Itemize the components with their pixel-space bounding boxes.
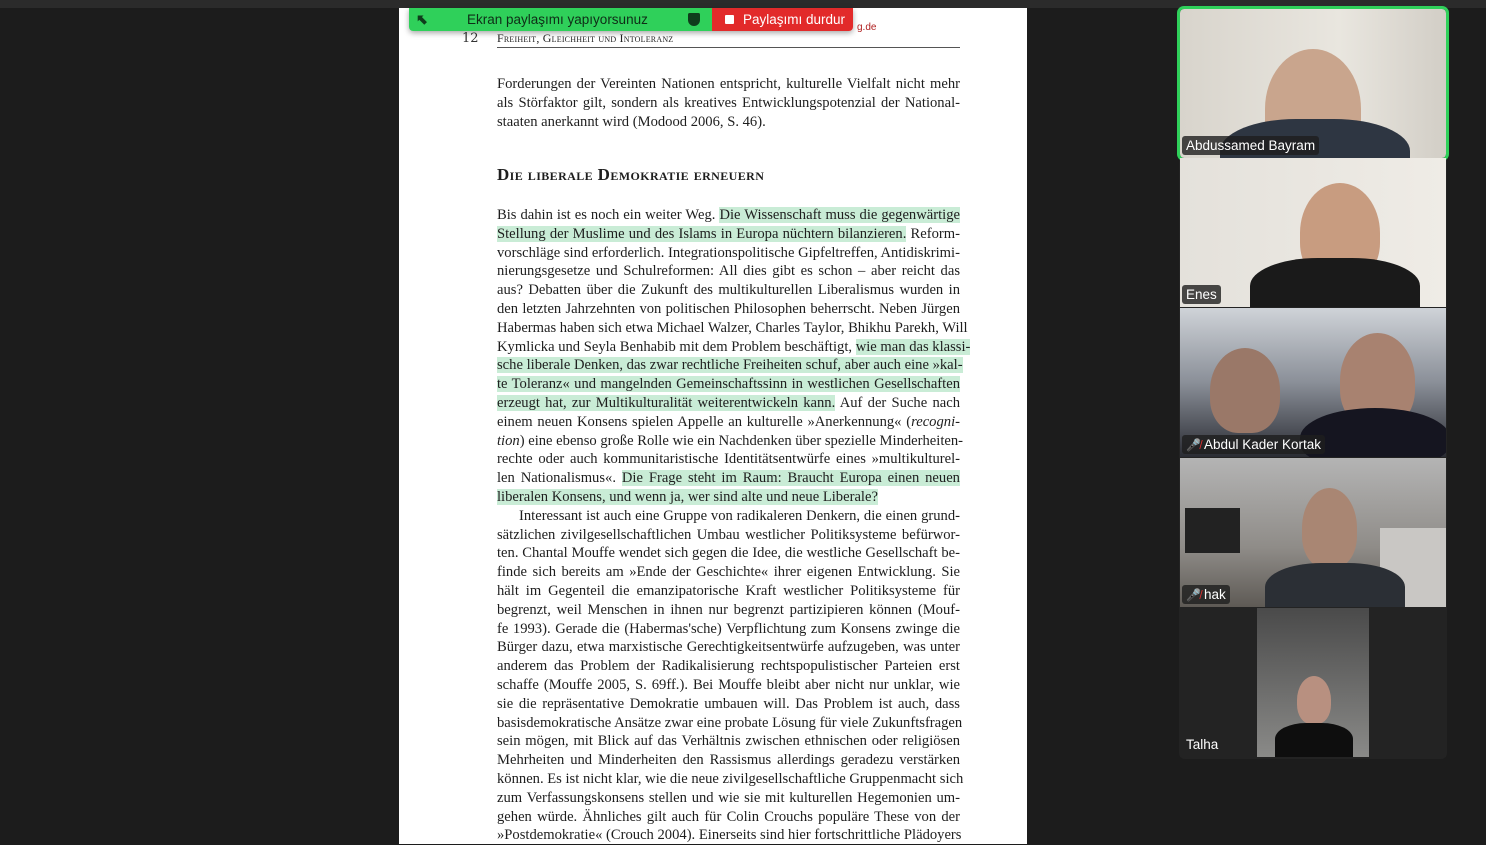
- highlighted-text: Die Wissenschaft muss die gegenwärtige: [719, 207, 960, 223]
- text-line: [497, 544, 960, 563]
- text-segment: schaffe (Mouffe 2005, S. 69ff.). Bei Mouffe bleibt aber nicht nur unklar, wie: [497, 676, 960, 693]
- shield-icon: [688, 13, 700, 26]
- text-line: [497, 826, 960, 845]
- text-line: [497, 469, 960, 488]
- text-segment: Auf der Suche nach: [835, 394, 960, 411]
- highlighted-text: liberalen Konsens, und wenn ja, wer sind alte und neue Liberale?: [497, 488, 878, 505]
- participant-tile[interactable]: [1180, 458, 1446, 607]
- participant-name-tag: [1182, 585, 1230, 604]
- text-segment: finde sich bereits am »Ende der Geschichte« ihrer eigenen Entwicklung. Sie: [497, 564, 960, 581]
- text-segment: den letzten Jahrzehnten von politischen Philosophen beherrscht. Neben Jürgen: [497, 300, 960, 317]
- text-segment: fe 1993). Gerade die (Habermas'sche) Verpflichtung zum Konsens zwinge die: [497, 620, 960, 637]
- highlighted-text: sche liberale Denken, das zwar rechtliche Freiheiten schuf, aber auch eine »kal-: [497, 357, 963, 374]
- running-head: Freiheit, Gleichheit und Intoleranz: [497, 31, 674, 45]
- text-line: [497, 450, 960, 469]
- participant-name-tag: [1182, 136, 1319, 155]
- section-heading: Die liberale Demokratie erneuern: [497, 165, 765, 184]
- text-segment: ten. Chantal Mouffe wendet sich gegen die Idee, die westliche Gesellschaft be-: [497, 545, 960, 562]
- text-line: [497, 394, 960, 413]
- text-line: [497, 732, 960, 751]
- text-segment: Interessant ist auch eine Gruppe von radikaleren Denkern, die einen grund-: [519, 507, 960, 524]
- highlighted-text: wie man das klassi-: [855, 338, 971, 355]
- text-segment: sein mögen, mit Blick auf das Verhältnis zwischen ethnischen oder religiösen: [497, 733, 960, 750]
- text-segment: basisdemokratische Ansätze zwar eine probate Lösung für viele Zukunftsfragen: [497, 714, 963, 731]
- text-line: [497, 488, 960, 507]
- text-line: [497, 507, 960, 526]
- participant-tile[interactable]: [1180, 608, 1446, 757]
- text-line: [497, 244, 960, 263]
- screen-share-bar: [409, 8, 853, 31]
- text-segment: begrenzt, weil Menschen in ihnen nur begrenzt partizipieren können (Mouf-: [497, 601, 960, 618]
- participant-name-tag: [1182, 735, 1222, 754]
- text-segment: einem neuen Konsens spielen Appelle an kulturelle »Anerkennung« (: [497, 413, 912, 430]
- participant-name: Enes: [1186, 287, 1217, 302]
- text-line: [497, 676, 960, 695]
- text-segment: Reform-: [906, 225, 960, 242]
- video-feed: [1297, 676, 1331, 724]
- text-line: [497, 319, 968, 338]
- video-feed: [1302, 488, 1357, 568]
- text-segment: rechte oder auch kommunitaristische Identitätsentwürfe eines »multikulturel-: [497, 451, 960, 468]
- text-line: [497, 113, 960, 132]
- text-line: [497, 601, 960, 620]
- text-segment: Habermas haben sich etwa Michael Walzer, Charles Taylor, Bhikhu Parekh, Will: [497, 319, 968, 336]
- text-segment: können. Es ist nicht klar, wie die neue zivilgesellschaftliche Gruppenmacht sich: [497, 770, 964, 787]
- text-line: [497, 714, 963, 733]
- text-line: [497, 770, 964, 789]
- text-segment: als Störfaktor gilt, sondern als kreatives Entwicklungspotenzial der National-: [497, 94, 960, 111]
- video-feed: [1257, 608, 1369, 757]
- participant-name-tag: [1182, 435, 1325, 454]
- video-feed: [1210, 348, 1280, 433]
- text-segment: Mehrheiten und Minderheiten den Rassismus allerdings geradezu verstärken: [497, 752, 960, 769]
- text-segment: gehen würde. Ähnliches gilt auch für Colin Crouchs populäre These von der: [497, 808, 960, 825]
- text-segment: sätzlichen zivilgesellschaftlichen Umbau westlicher Politiksysteme befürwor-: [497, 526, 960, 543]
- participant-name: Abdussamed Bayram: [1186, 138, 1316, 153]
- text-segment: aus? Debatten über die Zukunft des multikulturellen Liberalismus wurden in: [497, 282, 960, 299]
- page-number: 12: [462, 31, 479, 46]
- text-line: [497, 695, 960, 714]
- text-segment: recogni-: [911, 413, 960, 430]
- participant-tile[interactable]: [1180, 9, 1446, 158]
- text-line: [497, 582, 960, 601]
- participant-tile[interactable]: [1180, 158, 1446, 307]
- text-line: [497, 620, 960, 639]
- participant-tile[interactable]: [1180, 308, 1446, 457]
- muted-mic-icon: 🎤̸: [1186, 437, 1201, 452]
- text-segment: Forderungen der Vereinten Nationen entspricht, kulturelle Vielfalt nicht mehr: [497, 76, 960, 92]
- text-segment: Bis dahin ist es noch ein weiter Weg.: [497, 207, 720, 223]
- text-line: [497, 75, 960, 94]
- highlighted-text: Stellung der Muslime und des Islams in Europa nüchtern bilanzieren.: [497, 225, 907, 242]
- text-line: [497, 413, 960, 432]
- body-text: [497, 206, 971, 845]
- text-segment: ) eine ebenso große Rolle wie ein Nachdenken über spezielle Minderheiten-: [519, 432, 964, 449]
- video-feed: [1185, 508, 1240, 553]
- text-line: [497, 262, 960, 281]
- text-segment: Bürger dazu, etwa marxistische Gerechtigkeitsentwürfe aufzugeben, was unter: [497, 639, 960, 656]
- intro-paragraph: [497, 75, 960, 131]
- highlighted-text: erzeugt hat, zur Multikulturalität weiterentwickeln kann.: [497, 394, 836, 411]
- header-rule: [497, 47, 960, 48]
- text-segment: tion: [497, 432, 520, 449]
- stop-share-button[interactable]: [712, 8, 853, 31]
- text-segment: hält im Gegenteil die emanzipatorische Kraft westlicher Politiksysteme für: [497, 582, 960, 599]
- text-segment: »Postdemokratie« (Crouch 2004). Einerseits sind hier fortschrittliche Plädoyers: [497, 827, 962, 844]
- text-line: [497, 526, 960, 545]
- text-line: [497, 338, 971, 357]
- text-segment: nierungsgesetze und Schulreformen: All dies gibt es schon – aber reicht das: [497, 263, 960, 280]
- participant-name: hak: [1203, 587, 1226, 602]
- highlighted-text: te Toleranz« und mangelnden Gemeinschaftssinn in westlichen Gesellschaften: [497, 376, 960, 393]
- stop-share-label: Paylaşımı durdur: [743, 12, 846, 27]
- share-status-text: Ekran paylaşımı yapıyorsunuz: [467, 12, 648, 27]
- text-line: [497, 789, 960, 808]
- text-line: [497, 563, 960, 582]
- text-segment: Kymlicka und Seyla Benhabib mit dem Problem beschäftigt,: [497, 338, 856, 355]
- text-line: [497, 657, 960, 676]
- text-segment: zum Verfassungskonsens stellen und wie sie mit kulturellen Hegemonien um-: [497, 789, 960, 806]
- participant-name: Talha: [1186, 737, 1219, 752]
- share-status[interactable]: [409, 8, 712, 31]
- highlighted-text: Die Frage steht im Raum: Braucht Europa einen neuen: [621, 470, 960, 487]
- watermark-text: g.de: [857, 22, 877, 33]
- video-feed: [1250, 258, 1420, 307]
- text-segment: anderem das Problem der Radikalisierung rechtspopulistischer Parteien erst: [497, 658, 960, 675]
- drag-handle-icon[interactable]: ⬉: [416, 11, 428, 27]
- muted-mic-icon: 🎤̸: [1186, 587, 1201, 602]
- text-line: [497, 206, 960, 225]
- text-segment: sie die repräsentative Demokratie umbauen will. Das Problem ist auch, dass: [497, 695, 960, 712]
- text-line: [497, 225, 960, 244]
- text-line: [497, 281, 960, 300]
- text-line: [497, 432, 964, 451]
- text-line: [497, 808, 960, 827]
- text-line: [497, 638, 960, 657]
- video-feed: [1265, 563, 1405, 607]
- video-feed: [1275, 723, 1353, 757]
- text-line: [497, 751, 960, 770]
- text-segment: staaten anerkannt wird (Modood 2006, S. 46).: [497, 113, 766, 130]
- text-line: [497, 356, 963, 375]
- participant-name: Abdul Kader Kortak: [1203, 437, 1322, 452]
- text-line: [497, 300, 960, 319]
- text-line: [497, 94, 960, 113]
- text-segment: vorschläge sind erforderlich. Integrationspolitische Gipfeltreffen, Antidiskrimi-: [497, 244, 960, 261]
- text-line: [497, 375, 960, 394]
- text-segment: len Nationalismus«.: [497, 470, 622, 487]
- participant-name-tag: [1182, 285, 1221, 304]
- stop-icon: [725, 15, 734, 24]
